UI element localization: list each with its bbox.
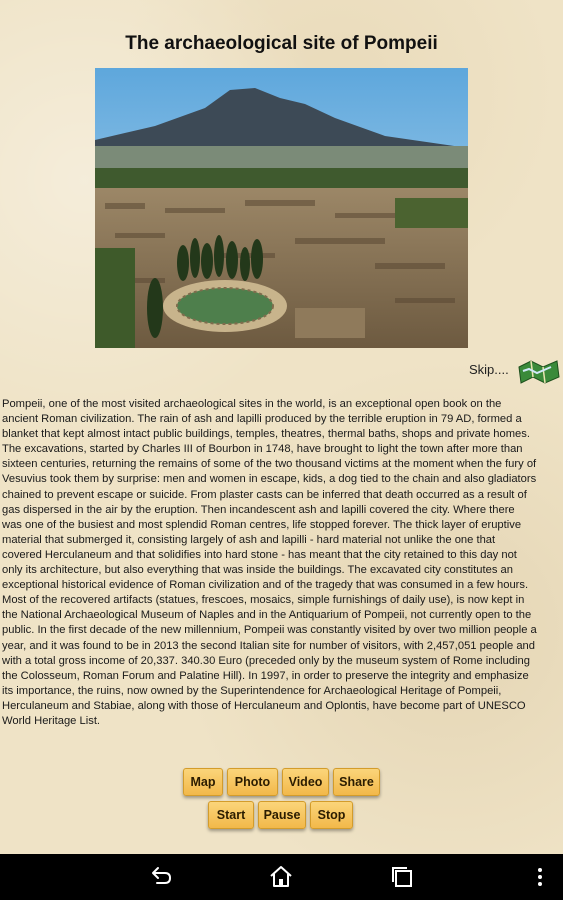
back-icon[interactable] (148, 864, 174, 890)
photo-button[interactable]: Photo (227, 768, 278, 796)
stop-button[interactable]: Stop (310, 801, 353, 829)
video-button[interactable]: Video (282, 768, 329, 796)
page-title: The archaeological site of Pompeii (125, 33, 438, 54)
start-button[interactable]: Start (208, 801, 254, 829)
system-navigation-bar (0, 854, 563, 900)
recent-apps-icon[interactable] (389, 864, 415, 890)
site-description: Pompeii, one of the most visited archaeological sites in the world, is an exceptional open book on the ancient Roman civilization. The rain of ash and lapilli produced by the terrible eruption in 79 AD, formed a blanket that kept almost intact public buildings, temples, theatres, thermal baths, shops and private homes. The excavations, started by Charles III of Bourbon in 1748, have brought to light the town after more than sixteen centuries, returning the remains of some of the two thousand victims at the moment when the fury of Vesuvius took them by surprise: men and women in escape, kids, a dog tied to the chain and also gladiators chained to prevent escape or suicide. From plaster casts can be inferred that death occurred as a result of gas dispersed in the air by the eruption. Then incandescent ash and lapilli covered the city. Where there was one of the busiest and most splendid Roman centres, life stopped forever. The thick layer of eruptive material that submerged it, consisting largely of ash and lapilli - hard material not unlike the one that covered Herculaneum and that solidifies into hard stone - has meant that the city retained to this day not only its architecture, but also everything that was inside the buildings. The excavated city constitutes an exceptional historical evidence of Roman civilization and of the tragedy that was consumed in a few hours. Most of the recovered artifacts (statues, frescoes, mosaics, simple furnishings of daily use), is now kept in the National Archaeological Museum of Naples and in the Antiquarium of Pompeii, not currently open to the public. In the first decade of the new millennium, Pompeii was constantly visited by over two million people a year, and it was found to be in 2013 the second Italian site for number of visitors, with 2,457,051 people and with a total gross income of 20,337. 340.30 Euro (preceded only by the museum system of Rome including the Colosseum, Roman Forum and Palatine Hill). In 1997, in order to preserve the integrity and emphasize its importance, the ruins, now owned by the Superintendence for Archaeological Heritage of Pompeii, Herculaneum and Stabiae, along with those of Herculaneum and Oplontis, have become part of UNESCO World Heritage List. (2, 398, 537, 727)
share-button[interactable]: Share (333, 768, 380, 796)
pause-button[interactable]: Pause (258, 801, 306, 829)
home-icon[interactable] (268, 864, 294, 890)
skip-link[interactable]: Skip.... (469, 362, 509, 377)
map-button[interactable]: Map (183, 768, 223, 796)
pompeii-photo (95, 68, 468, 348)
map-icon[interactable] (517, 357, 561, 385)
overflow-menu-icon[interactable] (527, 864, 553, 890)
